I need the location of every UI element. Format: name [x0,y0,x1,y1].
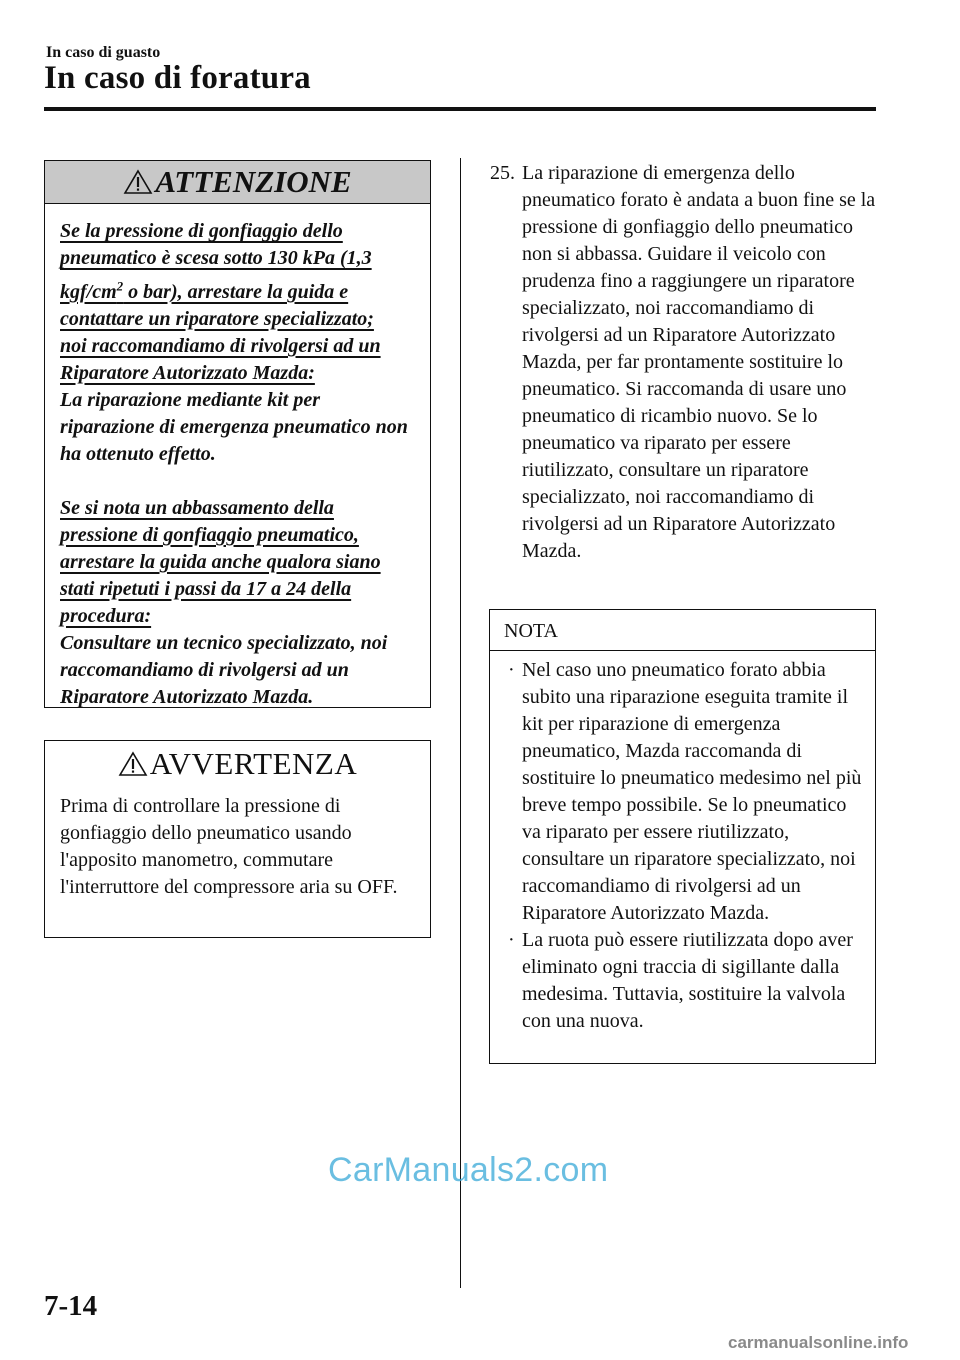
underlined-line: Riparatore Autorizzato Mazda: [60,361,315,384]
attenzione-header [45,161,430,204]
underlined-line: arrestare la guida anche qualora siano [60,550,381,573]
unit-text: kgf/cm [60,280,117,303]
step-number: 25. [490,162,515,184]
header-rule [44,107,876,111]
avvertenza-text: Prima di controllare la pressione di gonfiaggio dello pneumatico usando l'apposito manometro, commutare l'interruttore del compressore aria su OFF. [60,795,398,898]
attenzione-paragraph-1 [60,218,416,468]
superscript-2: 2 [116,278,124,293]
avvertenza-title: AVVERTENZA [149,746,358,781]
warning-triangle-icon [123,169,153,195]
step-25 [490,160,878,565]
underlined-line: pneumatico è scesa sotto 130 kPa (1,3 [60,247,372,269]
page-title: In caso di foratura [44,60,311,96]
warning-triangle-icon [118,751,148,777]
underlined-line: contattare un riparatore specializzato; [60,307,374,330]
underlined-line: procedura: [60,604,152,627]
unit-text-rest: o bar), arrestare la guida e [123,280,349,303]
attenzione-box [44,160,431,708]
attenzione-title: ATTENZIONE [155,164,352,199]
list-item [504,657,863,927]
nota-item-text: Nel caso uno pneumatico forato abbia subito una riparazione eseguita tramite il kit per riparazione di emergenza pneumatico, Mazda raccomanda di sostituire lo pneumatico medesimo nel più breve tempo possibile. Se lo pneumatico va riparato per essere riutilizzato, consultare un riparatore specializzato, noi raccomandiamo di rivolgersi ad un Riparatore Autorizzato Mazda. [522,659,862,924]
watermark: CarManuals2.com [328,1151,609,1189]
column-divider [460,158,461,1288]
underlined-line: stati ripetuti i passi da 17 a 24 della [60,577,352,600]
attenzione-paragraph-2 [60,495,416,711]
underlined-line: noi raccomandiamo di rivolgersi ad un [60,334,381,357]
attenzione-plain-2: Consultare un tecnico specializzato, noi raccomandiamo di rivolgersi ad un Riparatore Autorizzato Mazda. [60,631,388,708]
avvertenza-header [45,741,430,787]
nota-list [490,651,875,1035]
nota-box [489,609,876,1064]
underlined-line: pressione di gonfiaggio pneumatico, [60,523,359,546]
nota-title: NOTA [490,610,875,651]
attenzione-plain-1: La riparazione mediante kit per riparazione di emergenza pneumatico non ha ottenuto effetto. [60,388,408,465]
bullet-dot: · [508,929,515,951]
page-number: 7-14 [44,1290,98,1322]
avvertenza-box [44,740,431,938]
attenzione-body [45,204,430,711]
section-label: In caso di guasto [46,44,161,61]
underlined-line [60,278,349,303]
bullet-dot: · [508,659,515,681]
footer-logo: carmanualsonline.info [728,1333,909,1352]
underlined-line: Se si nota un abbassamento della [60,496,334,519]
nota-item-text: La ruota può essere riutilizzata dopo aver eliminato ogni traccia di sigillante dalla medesima. Tuttavia, sostituire la valvola con una nuova. [522,929,853,1032]
underlined-line: Se la pressione di gonfiaggio dello [60,220,343,242]
step-text: La riparazione di emergenza dello pneumatico forato è andata a buon fine se la pressione di gonfiaggio dello pneumatico non si abbassa. Guidare il veicolo con prudenza fino a raggiungere un riparatore specializzato, noi raccomandiamo di rivolgersi ad un Riparatore Autorizzato Mazda, per far prontamente sostituire lo pneumatico. Si raccomanda di usare uno pneumatico di ricambio nuovo. Se lo pneumatico va riparato per essere riutilizzato, consultare un riparatore specializzato, noi raccomandiamo di rivolgersi ad un Riparatore Autorizzato Mazda. [522,162,876,562]
list-item [504,927,863,1035]
